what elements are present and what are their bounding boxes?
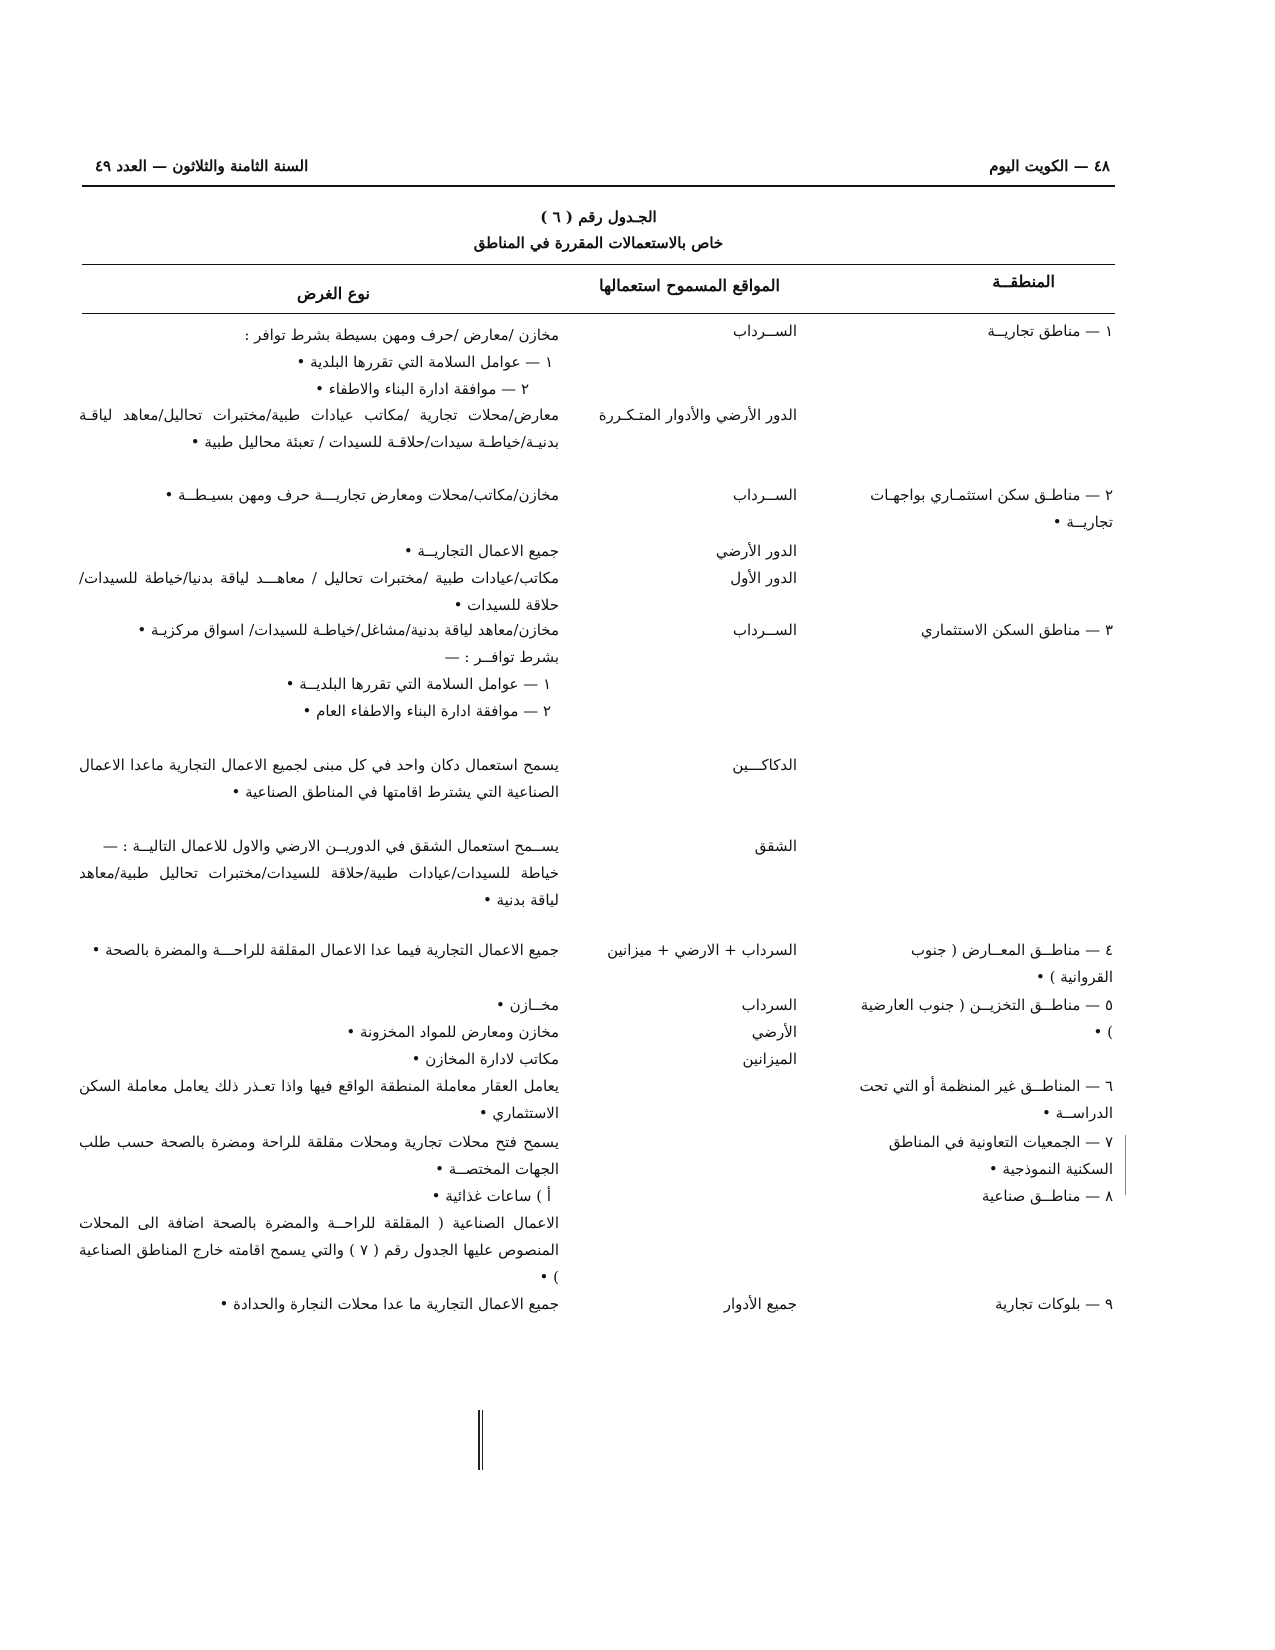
- table-subtitle: خاص بالاستعمالات المقررة في المناطق: [473, 234, 724, 252]
- table-row-zone: ٩ — بلوكات تجارية: [995, 1295, 1113, 1313]
- table-row-zone: ١ — مناطق تجاريــة: [987, 322, 1113, 340]
- table-row-zone: ٢ — مناطـق سكن استثمـاري بواجهـات تجاريــة •: [870, 486, 1113, 531]
- table-row-use: مكاتب لادارة المخازن •: [411, 1050, 559, 1068]
- table-row-use: جميع الاعمال التجارية فيما عدا الاعمال المقلقة للراحـــة والمضرة بالصحة •: [91, 941, 559, 959]
- page-number-header: ٤٨ — الكويت اليوم: [989, 157, 1110, 175]
- table-row-location: الدور الأرضي: [715, 542, 797, 560]
- table-row-location: الســرداب: [732, 486, 797, 504]
- header-rule: [82, 185, 1115, 187]
- table-row-use: مخازن/مكاتب/محلات ومعارض تجاريـــة حرف ومهن بسيـطــة •: [164, 486, 559, 504]
- table-row-location: الأرضي: [751, 1023, 797, 1041]
- table-row-zone: ٥ — مناطــق التخزيــن ( جنوب العارضية ) •: [860, 996, 1113, 1041]
- table-row-location: الســرداب: [732, 621, 797, 639]
- table-row-use: مكاتب/عيادات طبية /مختبرات تحاليل / معاهـــد لياقة بدنيا/خياطة للسيدات/حلاقة للسيدات •: [79, 569, 559, 614]
- table-row-zone: ٧ — الجمعيات التعاونية في المناطق السكنية النموذجية •: [888, 1133, 1113, 1178]
- column-header-location: المواقع المسموح استعمالها: [599, 276, 780, 295]
- table-row-location: الدور الأول: [730, 569, 797, 587]
- table-row-use: يسمح استعمال دكان واحد في كل مبنى لجميع الاعمال التجارية ماعدا الاعمال الصناعية التي يشترط اقامتها في المناطق الصناعية •: [79, 756, 559, 801]
- column-header-rule: [82, 313, 1115, 314]
- table-row-location: السرداب + الارضي + ميزانين: [607, 941, 797, 959]
- table-row-location: الميزانين: [742, 1050, 797, 1068]
- table-row-use: مخازن/معاهد لياقة بدنية/مشاغل/خياطـة للسيدات/ اسواق مركزيـة • بشرط توافــر : — ١ — عوامل السلامة التي تقررها البلديــة • ٢ — موافقة ادارة البناء والاطفاء العام •: [137, 621, 559, 720]
- table-row-location: جميع الأدوار: [723, 1295, 797, 1313]
- table-row-use: يعامل العقار معاملة المنطقة الواقع فيها واذا تعـذر ذلك يعامل معاملة السكن الاستثماري •: [79, 1077, 559, 1122]
- column-header-zone: المنطقــة: [992, 272, 1055, 291]
- table-row-use: جميع الاعمال التجارية ما عدا محلات النجارة والحدادة •: [219, 1295, 559, 1313]
- title-rule: [82, 264, 1115, 265]
- table-row-use: جميع الاعمال التجاريــة •: [403, 542, 559, 560]
- table-title: الجـدول رقم ( ٦ ): [540, 208, 657, 226]
- table-row-location: الســرداب: [732, 322, 797, 340]
- table-row-use: يســمح استعمال الشقق في الدوريــن الارضي والاول للاعمال التاليــة : — خياطة للسيدات/عيادات طبية/حلاقة للسيدات/مختبرات تحاليل طبية/معاهد لياقة بدنية •: [79, 837, 559, 909]
- column-header-use: نوع الغرض: [296, 284, 370, 303]
- table-row-use: مخازن /معارض /حرف ومهن بسيطة بشرط توافر : ١ — عوامل السلامة التي تقررها البلدية • ٢ — موافقة ادارة البناء والاطفاء •: [244, 326, 559, 398]
- table-row-location: الدكاكـــين: [732, 756, 797, 774]
- table-row-use: مخازن ومعارض للمواد المخزونة •: [346, 1023, 559, 1041]
- table-row-use: مخــازن •: [496, 996, 559, 1014]
- table-row-location: السرداب: [741, 996, 797, 1014]
- scan-artifact-line: [478, 1410, 480, 1470]
- table-row-zone: ٦ — المناطــق غير المنظمة أو التي تحت الدراســة •: [859, 1077, 1113, 1122]
- table-row-zone: ٨ — مناطــق صناعية: [981, 1187, 1113, 1205]
- table-row-location: الدور الأرضي والأدوار المتـكـررة: [598, 406, 797, 424]
- table-row-use: يسمح فتح محلات تجارية ومحلات مقلقة للراحة ومضرة بالصحة حسب طلب الجهات المختصــة • أ ) ساعات غذائية •: [79, 1133, 559, 1205]
- table-row-location: الشقق: [754, 837, 797, 855]
- table-row-use: الاعمال الصناعية ( المقلقة للراحــة والمضرة بالصحة اضافة الى المحلات المنصوص عليها الجدول رقم ( ٧ ) والتي يسمح اقامته خارج المناطق الصناعية ) •: [79, 1214, 560, 1286]
- table-row-zone: ٣ — مناطق السكن الاستثماري: [920, 621, 1113, 639]
- issue-header: السنة الثامنة والثلاثون — العدد ٤٩: [95, 157, 309, 175]
- table-row-use: معارض/محلات تجارية /مكاتب عيادات طبية/مختبرات تحاليل/معاهد لياقـة بدنيـة/خياطـة سيدات/حلاقـة للسيدات / تعبئة محاليل طبية •: [79, 406, 559, 451]
- scan-artifact-line: [482, 1410, 483, 1470]
- table-row-zone: ٤ — مناطــق المعــارض ( جنوب القروانية ) •: [910, 941, 1113, 986]
- scan-artifact-line: [1125, 1135, 1126, 1195]
